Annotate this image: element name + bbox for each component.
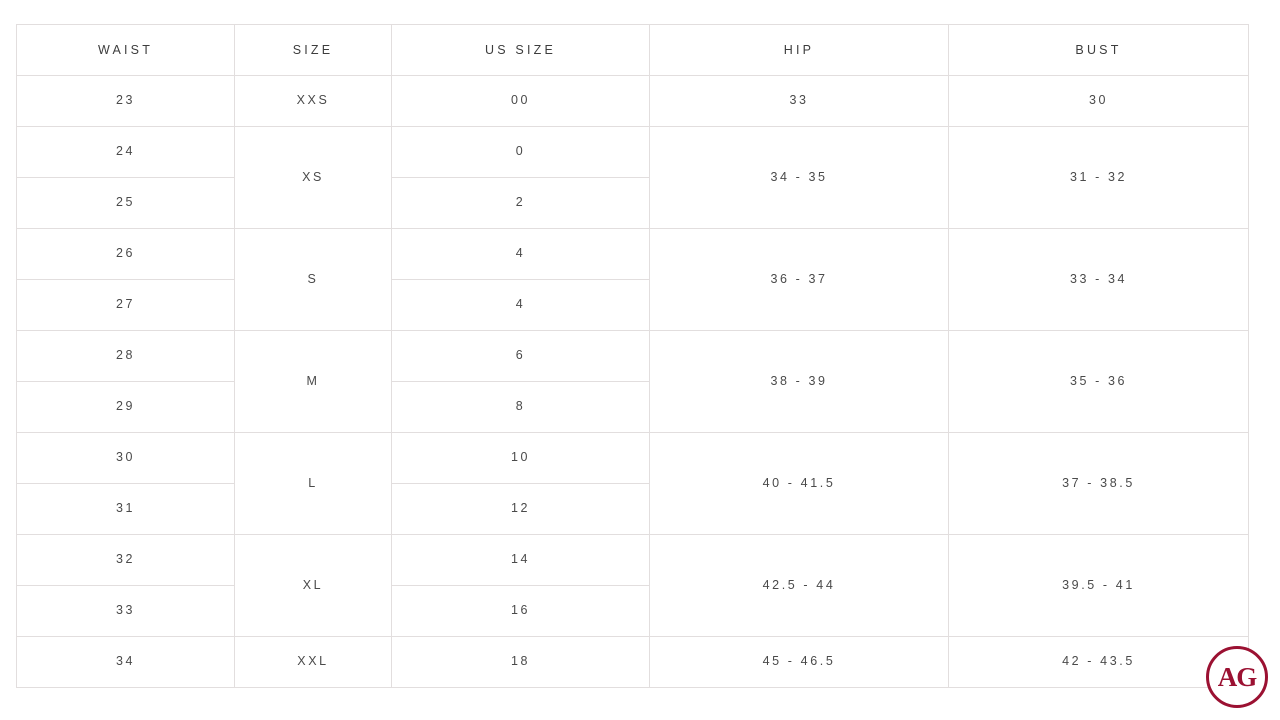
column-header-waist: WAIST [17,25,235,76]
table-row [17,535,1249,586]
cell-hip: 38 - 39 [650,331,949,433]
cell-bust: 42 - 43.5 [949,637,1249,688]
cell-us-size: 18 [392,637,650,688]
table-body [17,76,1249,688]
cell-hip: 36 - 37 [650,229,949,331]
cell-size: S [235,229,392,331]
cell-bust: 35 - 36 [949,331,1249,433]
cell-us-size: 16 [392,586,650,637]
cell-waist: 32 [17,535,235,586]
cell-size: XL [235,535,392,637]
cell-size: M [235,331,392,433]
table-row [17,331,1249,382]
column-header-hip: HIP [650,25,949,76]
table-row [17,76,1249,127]
cell-us-size: 12 [392,484,650,535]
cell-size: XXS [235,76,392,127]
cell-waist: 33 [17,586,235,637]
table-header [17,25,1249,76]
cell-us-size: 4 [392,280,650,331]
cell-us-size: 2 [392,178,650,229]
cell-waist: 26 [17,229,235,280]
cell-us-size: 00 [392,76,650,127]
column-header-size: SIZE [235,25,392,76]
cell-hip: 33 [650,76,949,127]
cell-waist: 28 [17,331,235,382]
ag-logo [1206,646,1268,708]
cell-us-size: 14 [392,535,650,586]
column-header-bust: BUST [949,25,1249,76]
cell-hip: 34 - 35 [650,127,949,229]
cell-waist: 27 [17,280,235,331]
cell-bust: 37 - 38.5 [949,433,1249,535]
cell-hip: 40 - 41.5 [650,433,949,535]
table-row [17,229,1249,280]
table-row [17,637,1249,688]
cell-waist: 23 [17,76,235,127]
ag-logo-text: AG [1217,661,1257,692]
table-row [17,127,1249,178]
table-header-row [17,25,1249,76]
cell-size: L [235,433,392,535]
cell-waist: 30 [17,433,235,484]
cell-waist: 31 [17,484,235,535]
cell-waist: 29 [17,382,235,433]
cell-hip: 42.5 - 44 [650,535,949,637]
cell-waist: 34 [17,637,235,688]
cell-us-size: 8 [392,382,650,433]
cell-bust: 31 - 32 [949,127,1249,229]
cell-us-size: 4 [392,229,650,280]
cell-us-size: 0 [392,127,650,178]
cell-waist: 25 [17,178,235,229]
cell-bust: 30 [949,76,1249,127]
cell-hip: 45 - 46.5 [650,637,949,688]
cell-waist: 24 [17,127,235,178]
column-header-us-size: US SIZE [392,25,650,76]
cell-us-size: 10 [392,433,650,484]
cell-size: XXL [235,637,392,688]
cell-bust: 33 - 34 [949,229,1249,331]
table-row [17,433,1249,484]
cell-bust: 39.5 - 41 [949,535,1249,637]
cell-us-size: 6 [392,331,650,382]
cell-size: XS [235,127,392,229]
size-chart-table [16,24,1249,688]
